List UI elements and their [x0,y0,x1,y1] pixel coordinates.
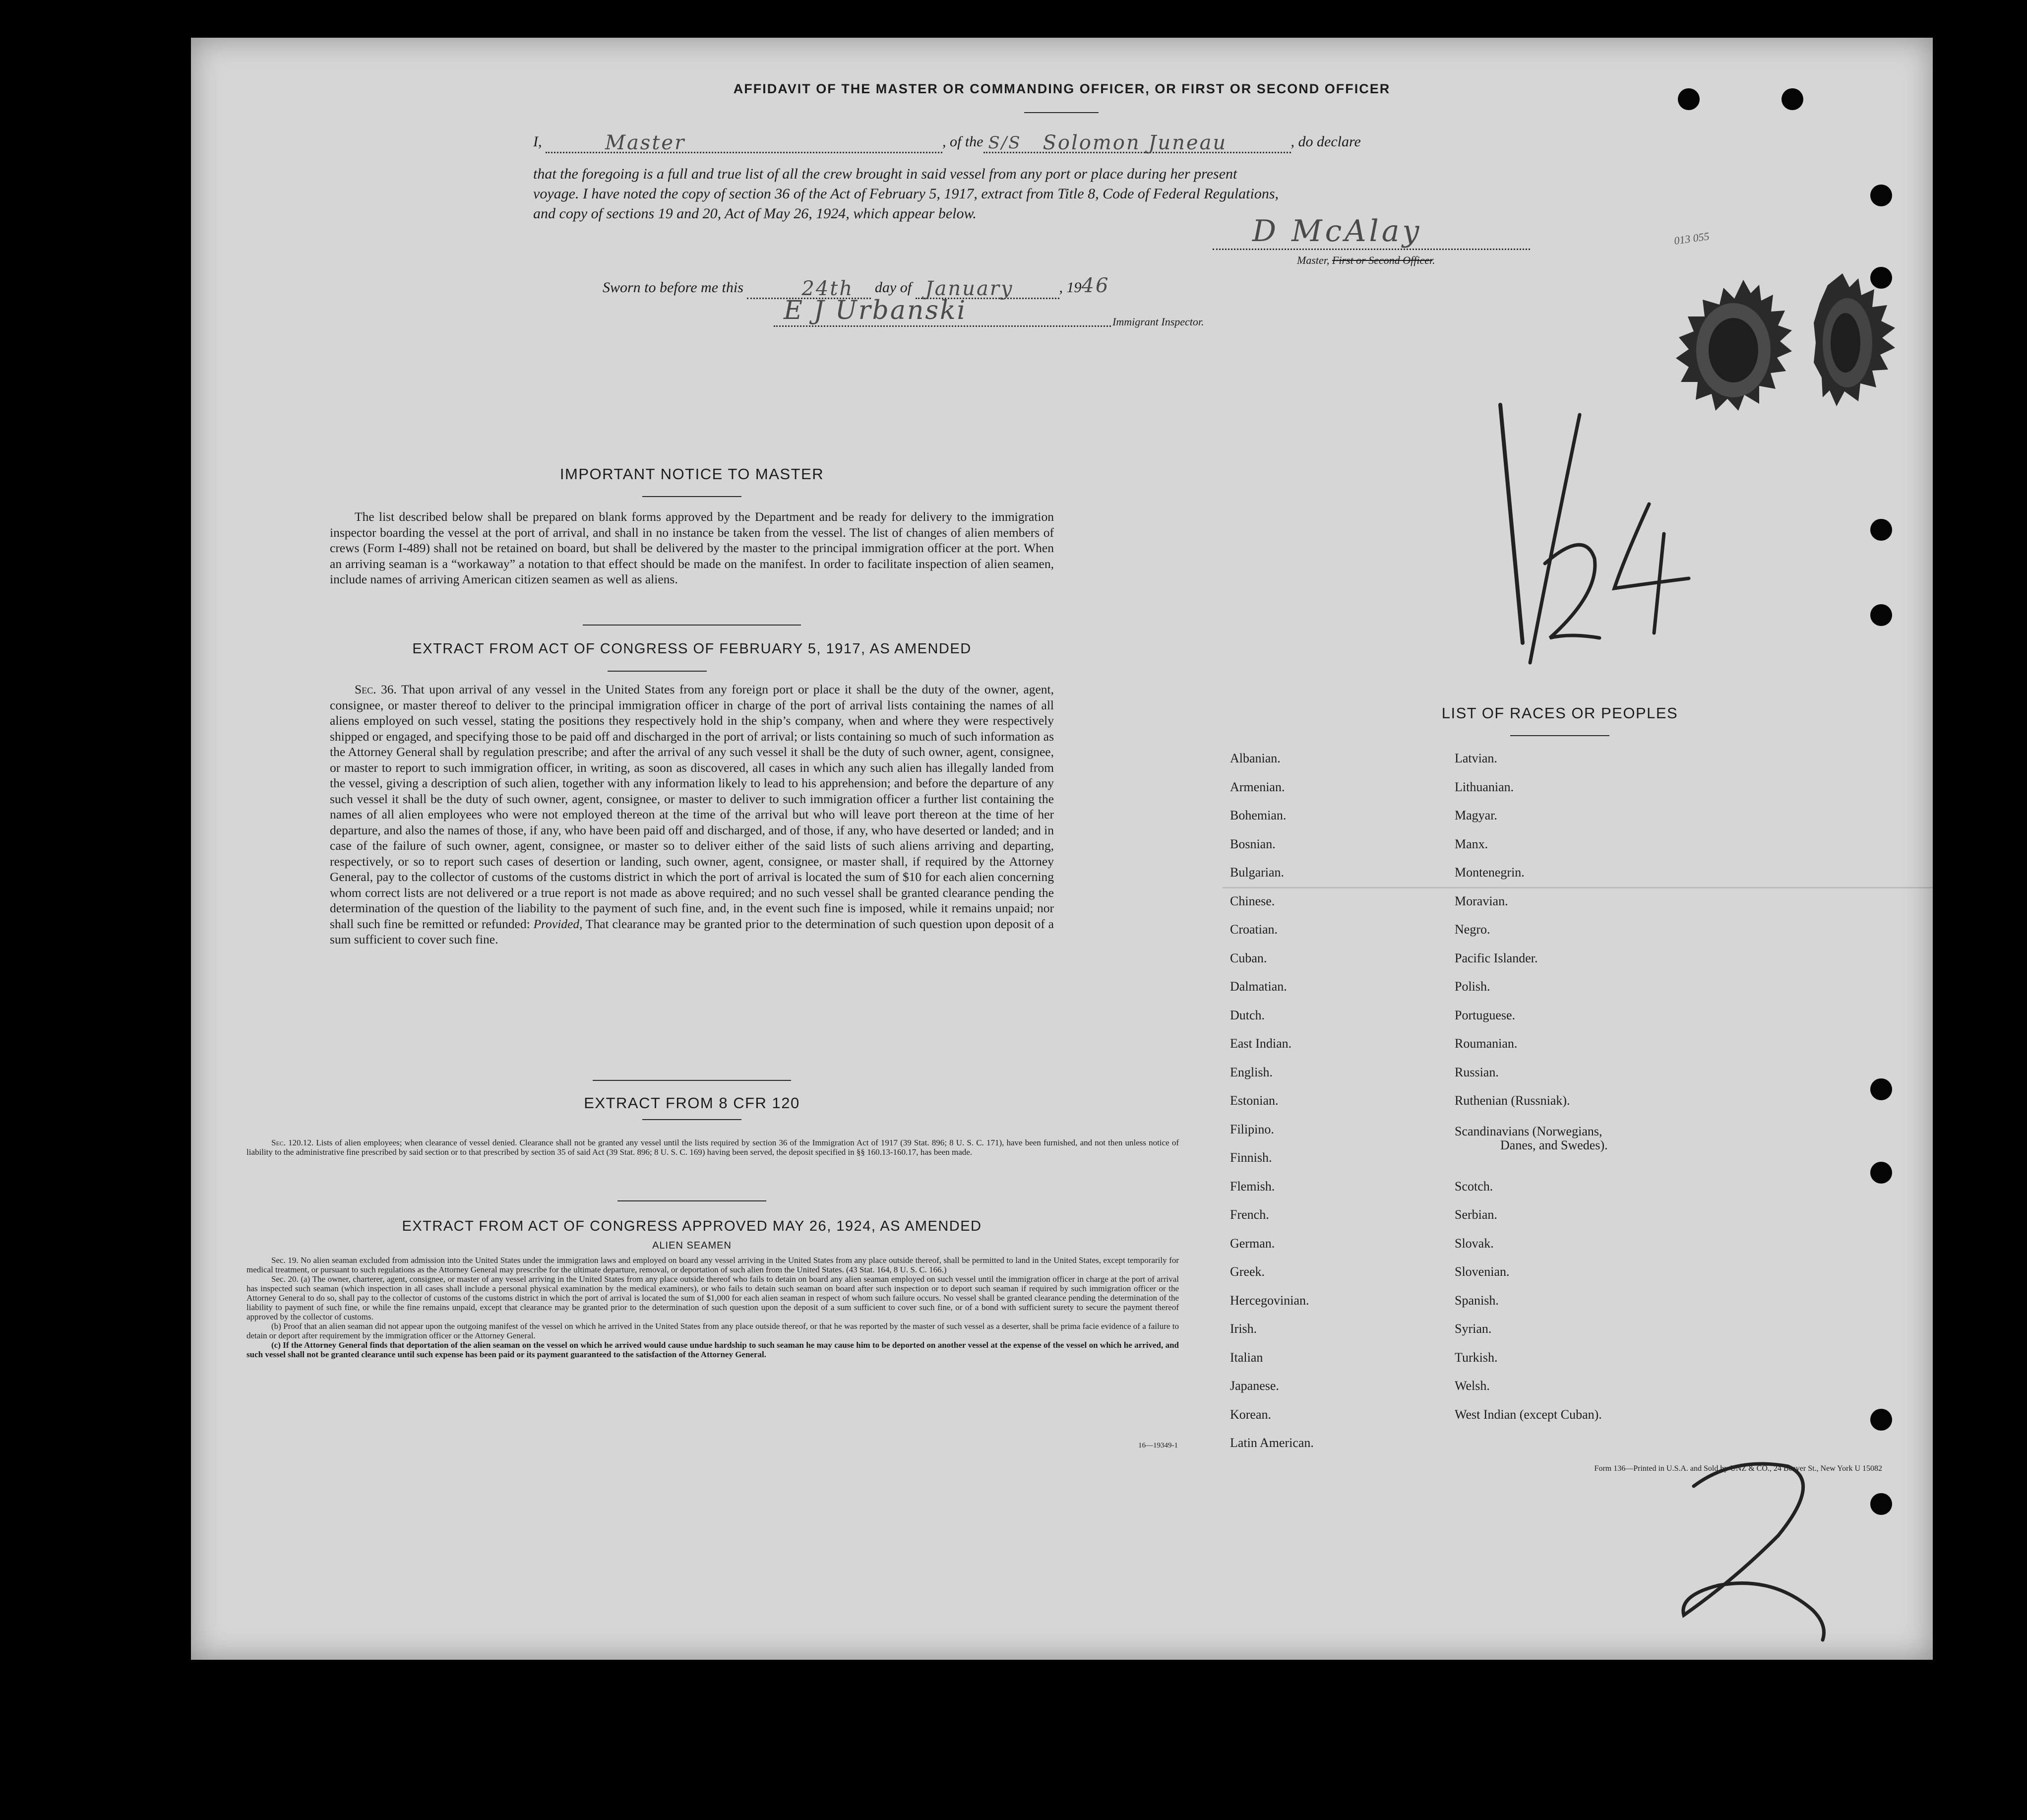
race-item-right: Manx. [1455,836,1488,851]
notary-seal-right [1813,273,1897,437]
punch-hole [1678,88,1700,110]
form-code: 16—19349-1 [1138,1442,1178,1449]
race-item-right: Latvian. [1455,751,1497,765]
of-the-text: , of the [942,133,983,150]
race-item-left: Croatian. [1230,922,1278,937]
race-item-left: French. [1230,1207,1269,1222]
sec-19-text: Sec. 19. No alien seaman excluded from admission into the United States under the immigration laws and employed on board any vessel arriving in the United States from any place outside thereof, shall be permitted to land in the United States, except temporarily for medical treatment, or pursuant to such regulations as the Attorney General may prescribe for the ultimate departure, removal, or deportation of such alien from the United States. (43 Stat. 164, 8 U. S. C. 166.) [246,1255,1179,1274]
race-item-right: Polish. [1455,979,1490,994]
punch-hole [1870,604,1892,626]
race-item-left: Greek. [1230,1264,1265,1279]
fold-crease [1223,887,1933,888]
punch-hole [1781,88,1803,110]
race-item-left: Finnish. [1230,1150,1272,1165]
sec-120-label: Sec. 120.12. [271,1138,314,1147]
divider [642,496,741,497]
race-item-right: Syrian. [1455,1321,1492,1336]
punch-hole [1870,1162,1892,1184]
race-item-left: Hercegovinian. [1230,1293,1309,1308]
race-item-left: Latin American. [1230,1436,1314,1450]
affidavit-title: AFFIDAVIT OF THE MASTER OR COMMANDING OFFICER, OR FIRST OR SECOND OFFICER [733,81,1391,96]
extract-1917-heading: EXTRACT FROM ACT OF CONGRESS OF FEBRUARY 5, 1917, AS AMENDED [412,641,972,657]
punch-hole [1870,1078,1892,1100]
extract-1917-text [330,682,1054,947]
divider [593,1080,791,1081]
master-signature: D McAlay [1252,214,1422,249]
caption-master: Master, [1297,254,1332,266]
race-item-right: Scotch. [1455,1179,1493,1193]
races-heading: LIST OF RACES OR PEOPLES [1441,704,1678,722]
race-item-right: Russian. [1455,1065,1499,1079]
master-value: Master [605,131,686,154]
race-item-left: Cuban. [1230,950,1267,965]
race-item-right: Serbian. [1455,1207,1497,1222]
vessel-field [983,132,1291,153]
document-page [191,38,1933,1660]
race-item-left: Japanese. [1230,1379,1279,1393]
handwritten-page-number [1674,1451,1852,1660]
notice-heading: IMPORTANT NOTICE TO MASTER [559,465,824,483]
sworn-year: 46 [1081,274,1110,297]
punch-hole [1870,1409,1892,1431]
race-item-right: Pacific Islander. [1455,950,1538,965]
race-item-right: Danes, and Swedes). [1500,1137,1608,1152]
race-item-left: Dalmatian. [1230,979,1287,994]
race-item-left: Bohemian. [1230,808,1287,822]
sworn-month: January [925,277,1014,300]
race-item-left: German. [1230,1236,1275,1251]
race-item-left: Filipino. [1230,1122,1274,1136]
do-declare-text: , do declare [1290,133,1361,150]
notice-text: The list described below shall be prepared on blank forms approved by the Department and be ready for delivery to the immigration inspector boarding the vessel at the port of arrival, and shall in no instance be taken from the vessel. The list of changes of alien members of crews (Form I-489) shall not be retained on board, but shall be delivered by the master to the principal immigration officer at the port. When an arriving seaman is a “workaway” a notation to that effect should be made on the manifest. In order to facilitate inspection of alien seamen, include names of arriving American citizen seamen as well as aliens. [330,509,1054,586]
extract-1924-heading: EXTRACT FROM ACT OF CONGRESS APPROVED MAY 26, 1924, AS AMENDED [402,1218,982,1234]
sworn-day: 24th [801,277,854,300]
race-item-right: Roumanian. [1455,1036,1518,1051]
inspector-caption: Immigrant Inspector. [1112,315,1204,328]
sworn-year-prefix: , 19 [1059,279,1082,296]
extract-cfr-text [246,1138,1179,1157]
race-item-right: Slovak. [1455,1236,1494,1251]
race-item-left: Estonian. [1230,1093,1279,1108]
sec-36-text: That upon arrival of any vessel in the United States from any foreign port or place it shall be the duty of the owner, agent, consignee, or master thereof to deliver to the principal immigration officer in charge of the port of arrival lists containing the names of all aliens employed on such vessel, stating the positions they respectively hold in the ship’s company, when and where they were respectively shipped or engaged, and specifying those to be paid off and discharged in the port of arrival; or lists containing so much of such information as the Attorney General shall by regulation prescribe; and after the arrival of any such vessel it shall be the duty of such owner, agent, consignee, or master to report to such immigration officer, in writing, as soon as discovered, all cases in which any such alien has illegally landed from the vessel, giving a description of such alien, together with any information likely to lead to his apprehension; and before the departure of any such vessel it shall be the duty of such owner, agent, consignee, or master to deliver to such immigration officer a further list containing the names of all alien employees who were not employed thereon at the time of the arrival but who will leave port thereon at the time of her departure, and also the names of those, if any, who have been paid off and discharged, and of those, if any, who have deserted or landed; and in case of the failure of such owner, agent, consignee, or master so to deliver either of the said lists of such aliens arriving and departing, respectively, or so to report such cases of desertion or landing, such owner, agent, consignee, or master shall, if required by the Attorney General, pay to the collector of customs of the customs district in which the port of arrival is located the sum of $10 for each alien concerning whom correct lists are not delivered or a true report is not made as above required; and no such vessel shall be granted clearance pending the determination of the question of the liability to the payment of such fine, and, in the event such fine is imposed, while it remains unpaid; nor shall such fine be remitted or refunded: [330,682,1054,931]
race-item-left: Armenian. [1230,779,1285,794]
race-item-left: Flemish. [1230,1179,1275,1193]
divider [1510,735,1609,736]
race-item-left: East Indian. [1230,1036,1292,1051]
race-item-right: Scandinavians (Norwegians, [1455,1124,1602,1138]
divider [617,1200,766,1201]
punch-hole [1870,185,1892,206]
notary-seal-left [1674,276,1793,444]
divider [583,625,801,626]
race-item-right: Ruthenian (Russniak). [1455,1093,1570,1108]
sworn-day-of: day of [874,279,912,296]
inspector-signature-line [774,296,1111,327]
race-item-right: Negro. [1455,922,1490,937]
race-item-left: Bulgarian. [1230,865,1285,879]
race-item-left: Albanian. [1230,751,1281,765]
sec-120-text: Lists of alien employees; when clearance of vessel denied. Clearance shall not be granted any vessel until the lists required by section 36 of the Immigration Act of 1917 (39 Stat. 896; 8 U. S. C. 171), have been furnished, and not then unless notice of liability to the administrative fine prescribed by said section or to that prescribed by section 35 of said Act (39 Stat. 896; 8 U. S. C. 169) having been served, the deposit specified in §§ 160.13-160.17, has been made. [246,1138,1179,1157]
race-item-right: Moravian. [1455,893,1508,908]
divider [642,1119,741,1120]
punch-hole [1870,267,1892,289]
race-item-right: Magyar. [1455,808,1497,822]
race-item-right: Lithuanian. [1455,779,1514,794]
divider [1024,112,1099,113]
race-item-left: English. [1230,1065,1273,1079]
inspector-signature: E J Urbanski [784,296,967,325]
race-item-right: Spanish. [1455,1293,1499,1308]
vessel-name: Solomon Juneau [1043,131,1228,154]
sec-20a-text: Sec. 20. (a) The owner, charterer, agent, consignee, or master of any vessel arriving in the United States from any place outside thereof who fails to detain on board any alien seaman employed on such vessel until the immigration officer in charge at the port of arrival has inspected such seaman (which inspection in all cases shall include a personal physical examination by the medical examiners), or who fails to detain such seaman on board after such inspection or to deport such seaman if required by such immigration officer or the Attorney General to do so, shall pay to the collector of customs of the customs district in which the port of arrival is located the sum of $1,000 for each alien seaman in respect of whom such failure occurs. No vessel shall be granted clearance pending the determination of the liability to payment of such fine, or while the fine remains unpaid, except that clearance may be granted prior to the determination of such question upon the deposit of a sum sufficient to cover such fine, or of a bond with sufficient surety to secure the payment thereof approved by the collector of customs. [246,1274,1179,1321]
extract-cfr-heading: EXTRACT FROM 8 CFR 120 [584,1094,800,1112]
punch-hole [1870,519,1892,541]
i-prefix: I, [533,133,542,150]
master-signature-line [1213,214,1530,250]
vessel-prefix: S/S [988,133,1022,153]
affidavit-line-3: voyage. I have noted the copy of section 36 of the Act of February 5, 1917, extract from Title 8, Code of Federal Regulations, [533,186,1279,202]
sec-20b-text: (b) Proof that an alien seaman did not appear upon the outgoing manifest of the vessel on which he arrived in the United States from any place outside thereof, or that he was reported by the master of such vessel as a deserter, shall be prima facie evidence of a failure to detain or deport after requirement by the immigration officer or the Attorney General. [246,1321,1179,1340]
race-item-right: Turkish. [1455,1350,1498,1365]
race-item-left: Irish. [1230,1321,1257,1336]
affidavit-first-line [533,132,1714,154]
handwritten-page-fraction [1456,385,1704,683]
sec-36-label: Sec. 36. [355,682,397,696]
caption-struck: First or Second Officer [1332,254,1433,266]
race-item-right: Slovenian. [1455,1264,1510,1279]
alien-seamen-subheading: ALIEN SEAMEN [652,1240,732,1251]
form-printer-note: Form 136—Printed in U.S.A. and Sold by UNZ & CO., 24 Beaver St., New York U 15082 [1594,1464,1882,1473]
divider [608,671,707,672]
sec-20c-text: (c) If the Attorney General finds that deportation of the alien seaman on the vessel on which he arrived would cause undue hardship to such seaman he may cause him to be deported on another vessel at the expense of the vessel on which he arrived, and such vessel shall not be granted clearance until such expense has been paid or its payment guaranteed to the satisfaction of the Attorney General. [246,1340,1179,1359]
sec-36-text-end: That clearance may be granted prior to the determination of such question upon deposit of a sum sufficient to cover such fine. [330,916,1054,946]
race-item-right: West Indian (except Cuban). [1455,1407,1602,1422]
sworn-prefix: Sworn to before me this [603,279,743,296]
affidavit-line-4: and copy of sections 19 and 20, Act of May 26, 1924, which appear below. [533,205,977,222]
master-field [546,132,942,153]
sworn-line [603,276,1783,298]
margin-note: 013 055 [1673,230,1710,247]
race-item-left: Bosnian. [1230,836,1276,851]
race-item-left: Dutch. [1230,1007,1265,1022]
race-item-left: Chinese. [1230,893,1275,908]
caption-end: . [1432,254,1435,266]
race-item-right: Portuguese. [1455,1007,1516,1022]
provided-word: Provided, [533,916,583,931]
signature-caption [1297,254,1435,267]
affidavit-line-2: that the foregoing is a full and true list of all the crew brought in said vessel from any port or place during her present [533,166,1237,182]
punch-hole [1870,1493,1892,1515]
race-item-left: Italian [1230,1350,1263,1365]
race-item-right: Welsh. [1455,1379,1490,1393]
extract-1924-text [246,1255,1179,1359]
race-item-left: Korean. [1230,1407,1272,1422]
race-item-right: Montenegrin. [1455,865,1525,879]
